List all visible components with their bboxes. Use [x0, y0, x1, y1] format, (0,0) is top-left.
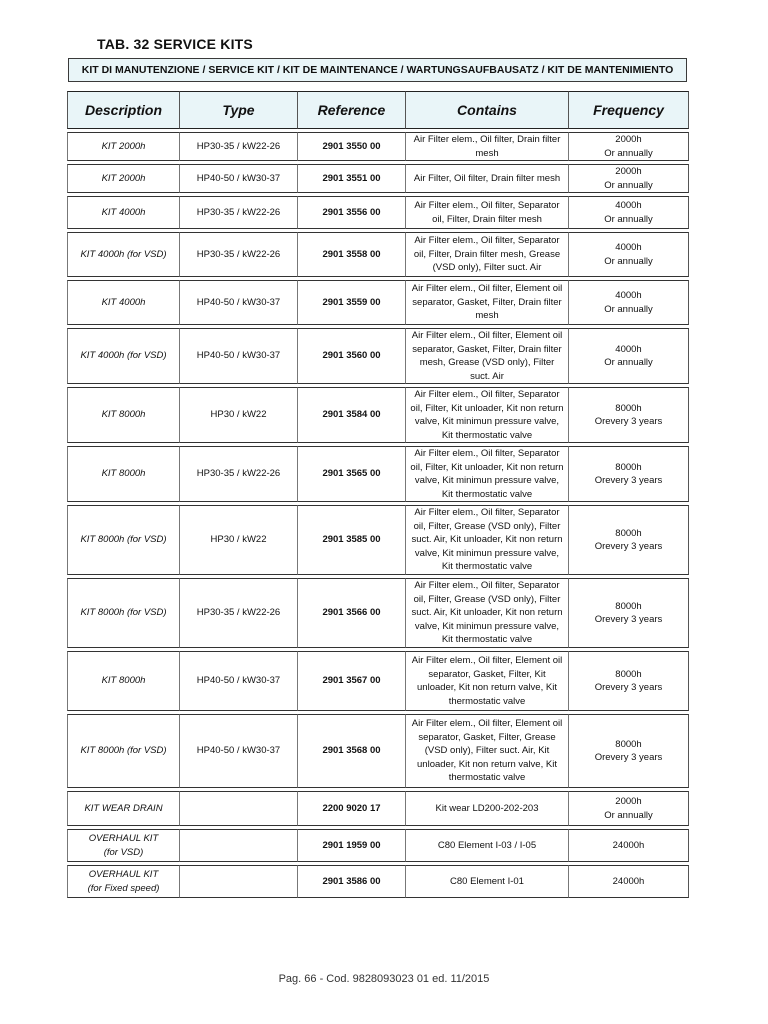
table-row — [67, 714, 689, 788]
table-row — [67, 232, 689, 277]
service-kits-table — [67, 88, 689, 901]
header-contains: Contains — [405, 91, 568, 129]
cell-type: HP30-35 / kW22-26 — [179, 196, 297, 229]
cell-contains: C80 Element I-03 / I-05 — [405, 829, 568, 862]
frequency-line: Orevery 3 years — [594, 614, 663, 625]
description-line: KIT 8000h — [101, 409, 146, 421]
page-footer: Pag. 66 - Cod. 9828093023 01 ed. 11/2015 — [278, 973, 490, 985]
cell-description — [67, 328, 179, 384]
cell-frequency — [568, 164, 689, 193]
frequency-line: Or annually — [604, 255, 653, 267]
description-line: KIT 8000h — [101, 675, 146, 687]
cell-contains: Air Filter, Oil filter, Drain filter mesh — [405, 164, 568, 193]
cell-frequency — [568, 446, 689, 502]
cell-type — [179, 829, 297, 862]
cell-reference: 2901 3558 00 — [297, 232, 405, 277]
cell-description — [67, 651, 179, 711]
frequency-line: 8000h — [615, 668, 642, 680]
cell-frequency — [568, 714, 689, 788]
description-line: KIT 8000h (for VSD) — [80, 745, 167, 757]
frequency-line: 24000h — [612, 875, 645, 887]
description-line: KIT WEAR DRAIN — [84, 802, 163, 814]
cell-contains: Air Filter elem., Oil filter, Separator oil, Filter, Grease (VSD only), Filter suct. Air, Kit unloader, Kit non return valve, Kit minimun pressure valve, Kit thermostatic valve — [405, 578, 568, 648]
description-line: OVERHAUL KIT — [88, 869, 159, 880]
description-line: OVERHAUL KIT — [88, 833, 159, 844]
cell-frequency — [568, 829, 689, 862]
cell-contains: Kit wear LD200-202-203 — [405, 791, 568, 826]
cell-description — [67, 865, 179, 898]
frequency-line: 4000h — [615, 242, 642, 253]
table-row — [67, 196, 689, 229]
frequency-line: Or annually — [604, 357, 653, 368]
description-line: KIT 2000h — [101, 140, 146, 152]
table-row — [67, 791, 689, 826]
frequency-line: Orevery 3 years — [594, 682, 663, 693]
cell-reference: 2901 3565 00 — [297, 446, 405, 502]
cell-contains: Air Filter elem., Oil filter, Separator oil, Filter, Drain filter mesh — [405, 196, 568, 229]
cell-type: HP30-35 / kW22-26 — [179, 232, 297, 277]
description-line: KIT 8000h (for VSD) — [80, 534, 167, 546]
frequency-line: 2000h — [615, 134, 642, 145]
cell-reference: 2901 3584 00 — [297, 387, 405, 443]
cell-reference: 2901 3559 00 — [297, 280, 405, 325]
frequency-line: Or annually — [604, 213, 653, 225]
description-line: KIT 4000h — [101, 206, 146, 218]
cell-frequency — [568, 578, 689, 648]
frequency-line: Orevery 3 years — [594, 541, 663, 552]
frequency-line: 8000h — [615, 402, 642, 414]
table-row — [67, 328, 689, 384]
table-row — [67, 578, 689, 648]
cell-contains: Air Filter elem., Oil filter, Drain filter mesh — [405, 132, 568, 161]
cell-frequency — [568, 132, 689, 161]
description-line: KIT 8000h — [101, 468, 146, 480]
frequency-line: 4000h — [615, 200, 642, 211]
cell-reference: 2901 3586 00 — [297, 865, 405, 898]
cell-contains: Air Filter elem., Oil filter, Separator oil, Filter, Drain filter mesh, Grease (VSD only), Filter suct. Air — [405, 232, 568, 277]
cell-reference: 2901 1959 00 — [297, 829, 405, 862]
table-row — [67, 829, 689, 862]
cell-type: HP40-50 / kW30-37 — [179, 651, 297, 711]
cell-type — [179, 865, 297, 898]
cell-contains: Air Filter elem., Oil filter, Element oil separator, Gasket, Filter, Grease (VSD only), Filter suct. Air, Kit unloader, Kit non return valve, Kit thermostatic valve — [405, 714, 568, 788]
table-banner: KIT DI MANUTENZIONE / SERVICE KIT / KIT DE MAINTENANCE / WARTUNGSAUFBAUSATZ / KIT DE MANTENIMIENTO — [68, 58, 687, 82]
frequency-line: 8000h — [615, 738, 642, 750]
frequency-line: 8000h — [615, 461, 642, 473]
cell-frequency — [568, 865, 689, 898]
cell-type: HP30-35 / kW22-26 — [179, 446, 297, 502]
cell-frequency — [568, 232, 689, 277]
table-header-row — [67, 91, 689, 129]
cell-reference: 2901 3567 00 — [297, 651, 405, 711]
description-line: KIT 4000h (for VSD) — [80, 350, 167, 362]
cell-type: HP40-50 / kW30-37 — [179, 714, 297, 788]
table-row — [67, 865, 689, 898]
cell-type: HP30-35 / kW22-26 — [179, 578, 297, 648]
frequency-line: Or annually — [604, 179, 653, 191]
table-row — [67, 132, 689, 161]
cell-frequency — [568, 791, 689, 826]
frequency-line: 2000h — [615, 166, 642, 177]
table-row — [67, 280, 689, 325]
cell-frequency — [568, 651, 689, 711]
frequency-line: 4000h — [615, 343, 642, 355]
cell-description — [67, 578, 179, 648]
cell-description — [67, 164, 179, 193]
cell-reference: 2901 3550 00 — [297, 132, 405, 161]
frequency-line: 8000h — [615, 600, 642, 612]
cell-contains: Air Filter elem., Oil filter, Element oil separator, Gasket, Filter, Kit unloader, Kit non return valve, Kit thermostatic valve — [405, 651, 568, 711]
cell-description — [67, 829, 179, 862]
table-row — [67, 505, 689, 575]
cell-description — [67, 280, 179, 325]
cell-description — [67, 505, 179, 575]
cell-reference: 2901 3556 00 — [297, 196, 405, 229]
cell-reference: 2901 3568 00 — [297, 714, 405, 788]
cell-frequency — [568, 196, 689, 229]
cell-reference: 2200 9020 17 — [297, 791, 405, 826]
description-line: (for Fixed speed) — [87, 882, 160, 894]
frequency-line: Orevery 3 years — [594, 416, 663, 427]
frequency-line: Or annually — [604, 303, 653, 315]
page-title: TAB. 32 SERVICE KITS — [97, 36, 253, 52]
cell-type: HP40-50 / kW30-37 — [179, 328, 297, 384]
cell-reference: 2901 3560 00 — [297, 328, 405, 384]
description-line: (for VSD) — [103, 846, 144, 858]
frequency-line: Or annually — [604, 809, 653, 821]
cell-frequency — [568, 387, 689, 443]
description-line: KIT 8000h (for VSD) — [80, 607, 167, 619]
cell-contains: C80 Element I-01 — [405, 865, 568, 898]
cell-contains: Air Filter elem., Oil filter, Separator oil, Filter, Kit unloader, Kit non return valve, Kit minimun pressure valve, Kit thermostatic valve — [405, 446, 568, 502]
cell-reference: 2901 3585 00 — [297, 505, 405, 575]
header-description: Description — [67, 91, 179, 129]
cell-frequency — [568, 505, 689, 575]
frequency-line: 24000h — [612, 839, 645, 851]
cell-description — [67, 387, 179, 443]
header-type: Type — [179, 91, 297, 129]
cell-reference: 2901 3566 00 — [297, 578, 405, 648]
cell-description — [67, 714, 179, 788]
cell-contains: Air Filter elem., Oil filter, Separator oil, Filter, Kit unloader, Kit non return valve, Kit minimun pressure valve, Kit thermostatic valve — [405, 387, 568, 443]
cell-description — [67, 232, 179, 277]
table-row — [67, 446, 689, 502]
description-line: KIT 4000h — [101, 296, 146, 308]
table-row — [67, 387, 689, 443]
cell-frequency — [568, 328, 689, 384]
cell-type — [179, 791, 297, 826]
frequency-line: 2000h — [615, 796, 642, 807]
frequency-line: Orevery 3 years — [594, 475, 663, 486]
cell-contains: Air Filter elem., Oil filter, Element oil separator, Gasket, Filter, Drain filter mesh, Grease (VSD only), Filter suct. Air — [405, 328, 568, 384]
cell-type: HP40-50 / kW30-37 — [179, 280, 297, 325]
frequency-line: Orevery 3 years — [594, 752, 663, 763]
cell-frequency — [568, 280, 689, 325]
cell-reference: 2901 3551 00 — [297, 164, 405, 193]
cell-contains: Air Filter elem., Oil filter, Element oil separator, Gasket, Filter, Drain filter mesh — [405, 280, 568, 325]
cell-type: HP30 / kW22 — [179, 505, 297, 575]
description-line: KIT 2000h — [101, 172, 146, 184]
table-row — [67, 651, 689, 711]
cell-type: HP30-35 / kW22-26 — [179, 132, 297, 161]
table-row — [67, 164, 689, 193]
frequency-line: Or annually — [604, 147, 653, 159]
cell-type: HP40-50 / kW30-37 — [179, 164, 297, 193]
cell-type: HP30 / kW22 — [179, 387, 297, 443]
cell-description — [67, 196, 179, 229]
description-line: KIT 4000h (for VSD) — [80, 248, 167, 260]
header-reference: Reference — [297, 91, 405, 129]
table-body — [67, 132, 689, 898]
cell-description — [67, 132, 179, 161]
cell-description — [67, 791, 179, 826]
cell-description — [67, 446, 179, 502]
header-frequency: Frequency — [568, 91, 689, 129]
cell-contains: Air Filter elem., Oil filter, Separator oil, Filter, Grease (VSD only), Filter suct. Air, Kit unloader, Kit non return valve, Kit minimun pressure valve, Kit thermostatic valve — [405, 505, 568, 575]
frequency-line: 8000h — [615, 527, 642, 539]
frequency-line: 4000h — [615, 290, 642, 301]
